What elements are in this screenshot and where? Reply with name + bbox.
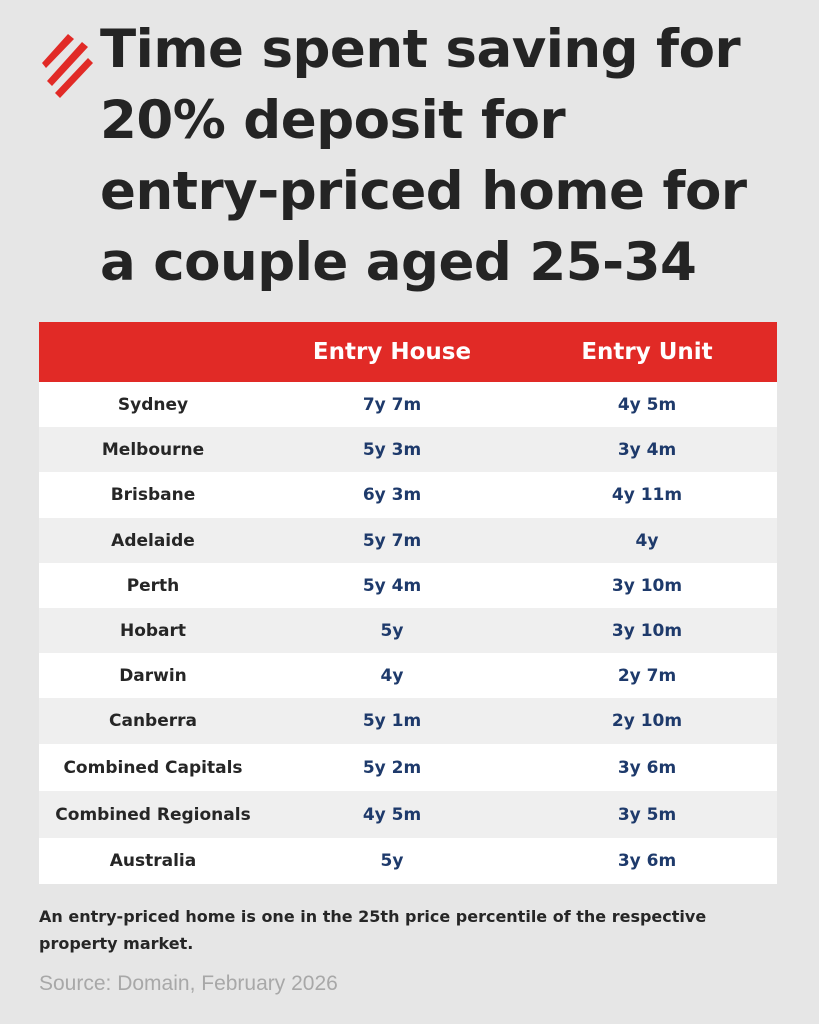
savings-table bbox=[39, 322, 777, 884]
region-cell: Melbourne bbox=[101, 439, 205, 460]
title-line: Time spent saving for bbox=[100, 19, 741, 80]
entry-house-cell: 7y 7m bbox=[362, 394, 422, 415]
entry-house-cell: 4y 5m bbox=[362, 804, 422, 825]
entry-house-cell: 5y 2m bbox=[362, 757, 422, 778]
entry-unit-cell: 3y 6m bbox=[617, 851, 677, 871]
table-body bbox=[39, 382, 777, 884]
entry-unit-cell: 4y 11m bbox=[611, 485, 683, 505]
entry-unit-cell: 4y 5m bbox=[617, 394, 677, 415]
table-row bbox=[39, 698, 777, 744]
title-line: a couple aged 25-34 bbox=[100, 232, 697, 293]
entry-house-cell: 5y bbox=[380, 851, 404, 871]
table-row bbox=[39, 563, 777, 608]
sbs-logo-icon bbox=[38, 30, 94, 100]
entry-house-cell: 5y 3m bbox=[362, 439, 422, 460]
entry-unit-cell: 4y bbox=[635, 530, 659, 551]
region-cell: Perth bbox=[126, 575, 180, 596]
entry-unit-cell: 3y 10m bbox=[611, 620, 683, 641]
table-row bbox=[39, 791, 777, 838]
footnote: An entry-priced home is one in the 25th price percentile of the respective property market. bbox=[39, 907, 707, 953]
region-cell: Brisbane bbox=[110, 485, 196, 505]
table-row bbox=[39, 518, 777, 563]
entry-house-cell: 4y bbox=[380, 665, 404, 686]
region-cell: Darwin bbox=[119, 665, 187, 686]
chart-title bbox=[100, 14, 800, 298]
header-entry-house: Entry House bbox=[312, 339, 472, 365]
region-cell: Canberra bbox=[109, 711, 197, 731]
table-row bbox=[39, 744, 777, 791]
entry-house-cell: 5y 1m bbox=[362, 711, 422, 731]
table-header bbox=[39, 322, 777, 382]
source-credit: Source: Domain, February 2026 bbox=[39, 972, 338, 995]
table-row bbox=[39, 838, 777, 884]
table-row bbox=[39, 608, 777, 653]
region-cell: Combined Capitals bbox=[63, 757, 243, 778]
table-row bbox=[39, 653, 777, 698]
title-line: 20% deposit for bbox=[100, 90, 566, 151]
title-line: entry-priced home for bbox=[100, 161, 747, 222]
table-row bbox=[39, 382, 777, 427]
entry-house-cell: 5y bbox=[380, 620, 404, 641]
region-cell: Adelaide bbox=[111, 530, 195, 551]
region-cell: Australia bbox=[109, 851, 197, 871]
region-cell: Hobart bbox=[119, 620, 187, 641]
entry-unit-cell: 3y 10m bbox=[611, 575, 683, 596]
entry-unit-cell: 2y 7m bbox=[617, 665, 677, 686]
region-cell: Combined Regionals bbox=[55, 804, 251, 825]
table-row bbox=[39, 427, 777, 472]
entry-house-cell: 6y 3m bbox=[362, 485, 422, 505]
entry-unit-cell: 3y 4m bbox=[617, 439, 677, 460]
region-cell: Sydney bbox=[117, 394, 189, 415]
entry-house-cell: 5y 7m bbox=[362, 530, 422, 551]
table-row bbox=[39, 472, 777, 518]
entry-unit-cell: 3y 5m bbox=[617, 804, 677, 825]
header-entry-unit: Entry Unit bbox=[581, 339, 713, 365]
entry-unit-cell: 2y 10m bbox=[611, 711, 683, 731]
entry-unit-cell: 3y 6m bbox=[617, 757, 677, 778]
entry-house-cell: 5y 4m bbox=[362, 575, 422, 596]
